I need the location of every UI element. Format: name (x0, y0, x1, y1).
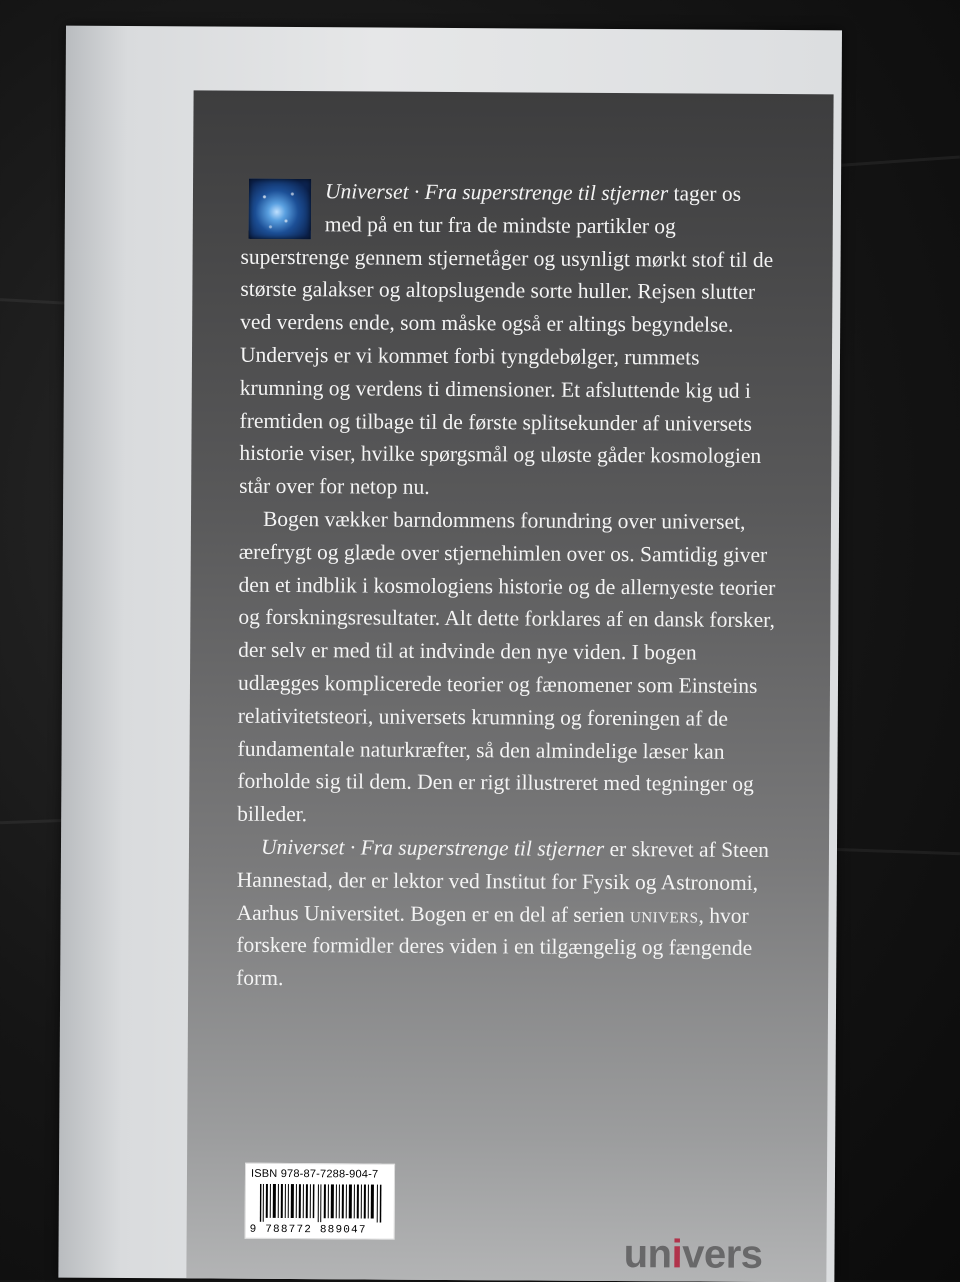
leather-crease (0, 819, 70, 824)
book-back-cover (58, 26, 842, 1282)
leather-crease (830, 155, 960, 167)
univers-logo (624, 1232, 763, 1278)
blurb-text (236, 175, 781, 998)
book-title-italic: Universet · Fra superstrenge til stjerner (324, 179, 669, 206)
blurb-paragraph-2: Bogen vækker barndommens forundring over universet, ærefrygt og glæde over stjernehimlen over os. Samtidig giver den et indblik i kosmologiens historie og de allernyeste teorier og forskningsresultater. Alt dette forklares af en dansk forsker, der selv er med til at indvinde den nye viden. I bogen udlægges komplicerede teorier og fænomener som Einsteins relativitetsteori, universets krumning og foreningen af de fundamentale naturkræfter, så den almindelige læser kan forholde sig til dem. Den er rigt illustreret med tegninger og billeder. (237, 506, 776, 827)
series-name: univers (629, 902, 699, 928)
barcode-icon (260, 1184, 382, 1223)
paragraph-1-body: tager os med på en tur fra de mindste partikler og superstrenge gennem stjernetåger og usynligt mørkt stof til de største galakser og altopslugende sorte huller. Rejsen slutter ved verdens ende, som måske også er altings begyndelse. Undervejs er vi kommet forbi tyngdebølger, rummets krumning og verdens ti dimensioner. Et afsluttende kig ud i fremtiden og tilbage til de første splitsekunder af universets historie viser, hvilke spørgsmål og uløste gåder kosmologien står over for netop nu. (239, 181, 774, 500)
cover-text-panel (186, 90, 833, 1282)
book-title-italic: Universet · Fra superstrenge til stjerner (260, 834, 605, 861)
leather-crease (830, 848, 960, 856)
thumbnail-spacer (241, 175, 325, 240)
logo-dotted-letter: i (671, 1232, 683, 1277)
isbn-label: ISBN 978-87-7288-904-7 (250, 1167, 379, 1181)
paragraph-3-body-a: er skrevet af Steen Hannestad, der er lektor ved Institut for Fysik og Astronomi, Aarhus Universitet. Bogen er en del af serien (236, 836, 769, 927)
leather-crease (0, 298, 70, 305)
blurb-paragraph-3 (236, 831, 777, 998)
barcode-digits: 9 788772 889047 (249, 1223, 367, 1237)
blurb-paragraph-1 (239, 175, 781, 506)
paragraph-3-body-b: , hvor forskere formidler deres viden i en tilgængelig og fængende form. (236, 903, 753, 991)
logo-part: vers (682, 1232, 763, 1277)
logo-part: un (623, 1232, 672, 1277)
isbn-barcode-box (245, 1163, 395, 1240)
